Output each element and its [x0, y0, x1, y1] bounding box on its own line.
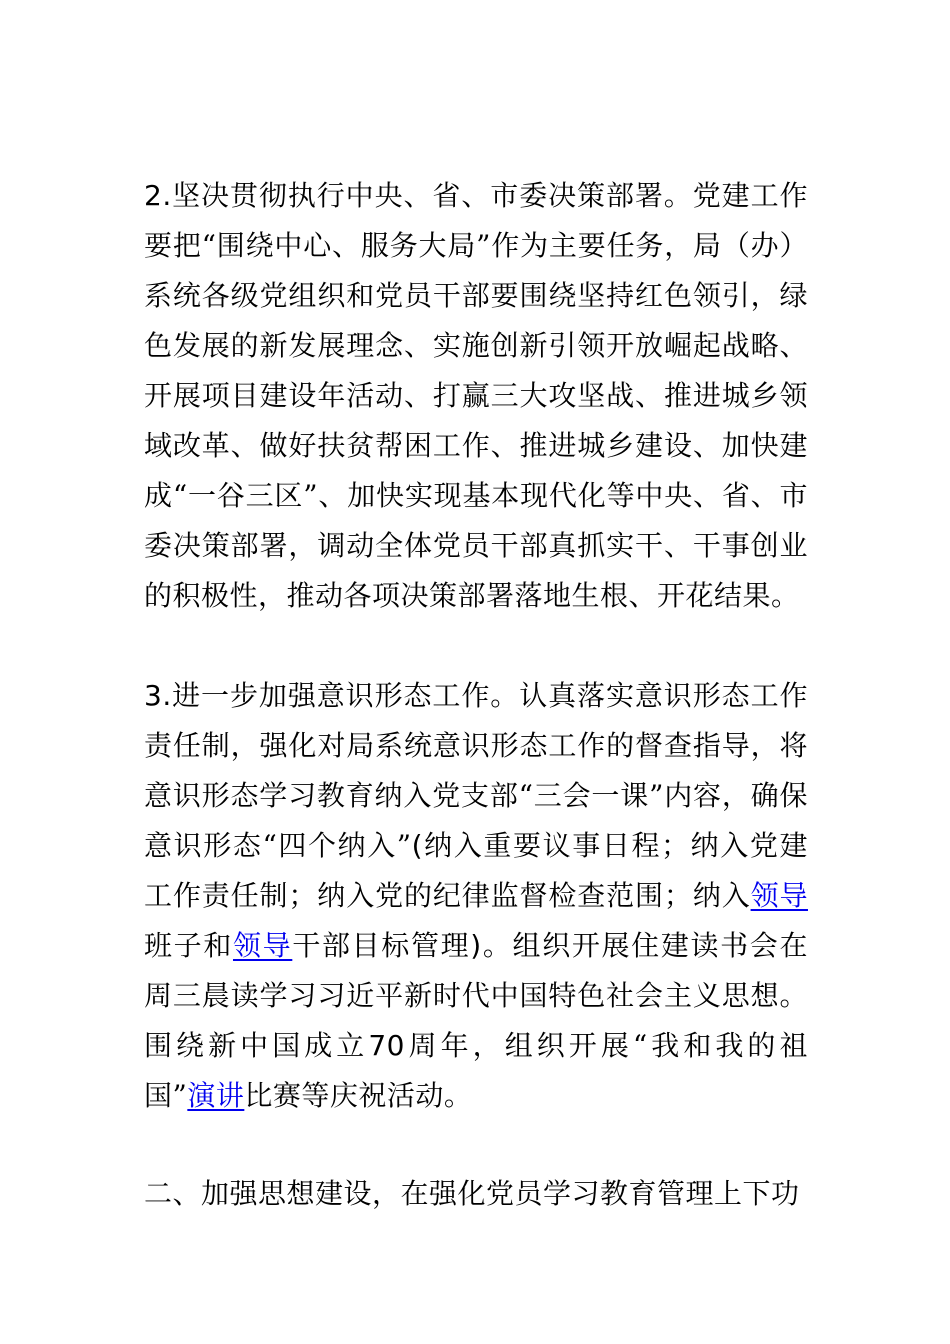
paragraph-number: 2.	[144, 179, 172, 212]
paragraph-2	[144, 171, 808, 621]
paragraph-3	[144, 671, 808, 1121]
paragraph-text: 周年，组织开展“我和我的祖国”	[144, 1029, 808, 1112]
paragraph-number: 3.	[144, 679, 172, 712]
paragraph-text: 。组织开展住建读书会在周三晨读学习习近平新时代中国特色社会主义思想。围绕新中国成立	[144, 929, 808, 1062]
number-70: 70	[368, 1029, 405, 1062]
paragraph-text: 纳入重要议事日程；纳入党建工作责任制；纳入党的纪律监督检查范围；纳入	[144, 829, 808, 912]
paragraph-text: 进一步加强意识形态工作。认真落实意识形态工作责任制，强化对局系统意识形态工作的督查指导，将意识形态学习教育纳入党支部“三会一课”内容，确保意识形态“四个纳入”	[144, 679, 808, 862]
close-paren: )	[470, 929, 482, 962]
paragraph-text: 坚决贯彻执行中央、省、市委决策部署。党建工作要把“围绕中心、服务大局”作为主要任务，局（办）系统各级党组织和党员干部要围绕坚持红色领引，绿色发展的新发展理念、实施创新引领开放崛起战略、开展项目建设年活动、打赢三大攻坚战、推进城乡领域改革、做好扶贫帮困工作、推进城乡建设、加快建成“一谷三区”、加快实现基本现代化等中央、省、市委决策部署，调动全体党员干部真抓实干、干事创业的积极性，推动各项决策部署落地生根、开花结果。	[144, 179, 808, 612]
document-page	[144, 171, 808, 1219]
section-heading-2	[144, 1169, 808, 1219]
paragraph-text: 班子和	[144, 929, 233, 962]
heading-text: 二、加强思想建设，在强化党员学习教育管理上下功	[144, 1177, 800, 1210]
link-lingdao-2[interactable]: 领导	[232, 929, 293, 962]
paragraph-text: 干部目标管理	[292, 929, 471, 962]
link-yanjiang[interactable]: 演讲	[187, 1079, 245, 1112]
paragraph-text: 比赛等庆祝活动。	[244, 1079, 473, 1112]
open-paren: (	[411, 829, 424, 862]
link-lingdao-1[interactable]: 领导	[750, 879, 808, 912]
